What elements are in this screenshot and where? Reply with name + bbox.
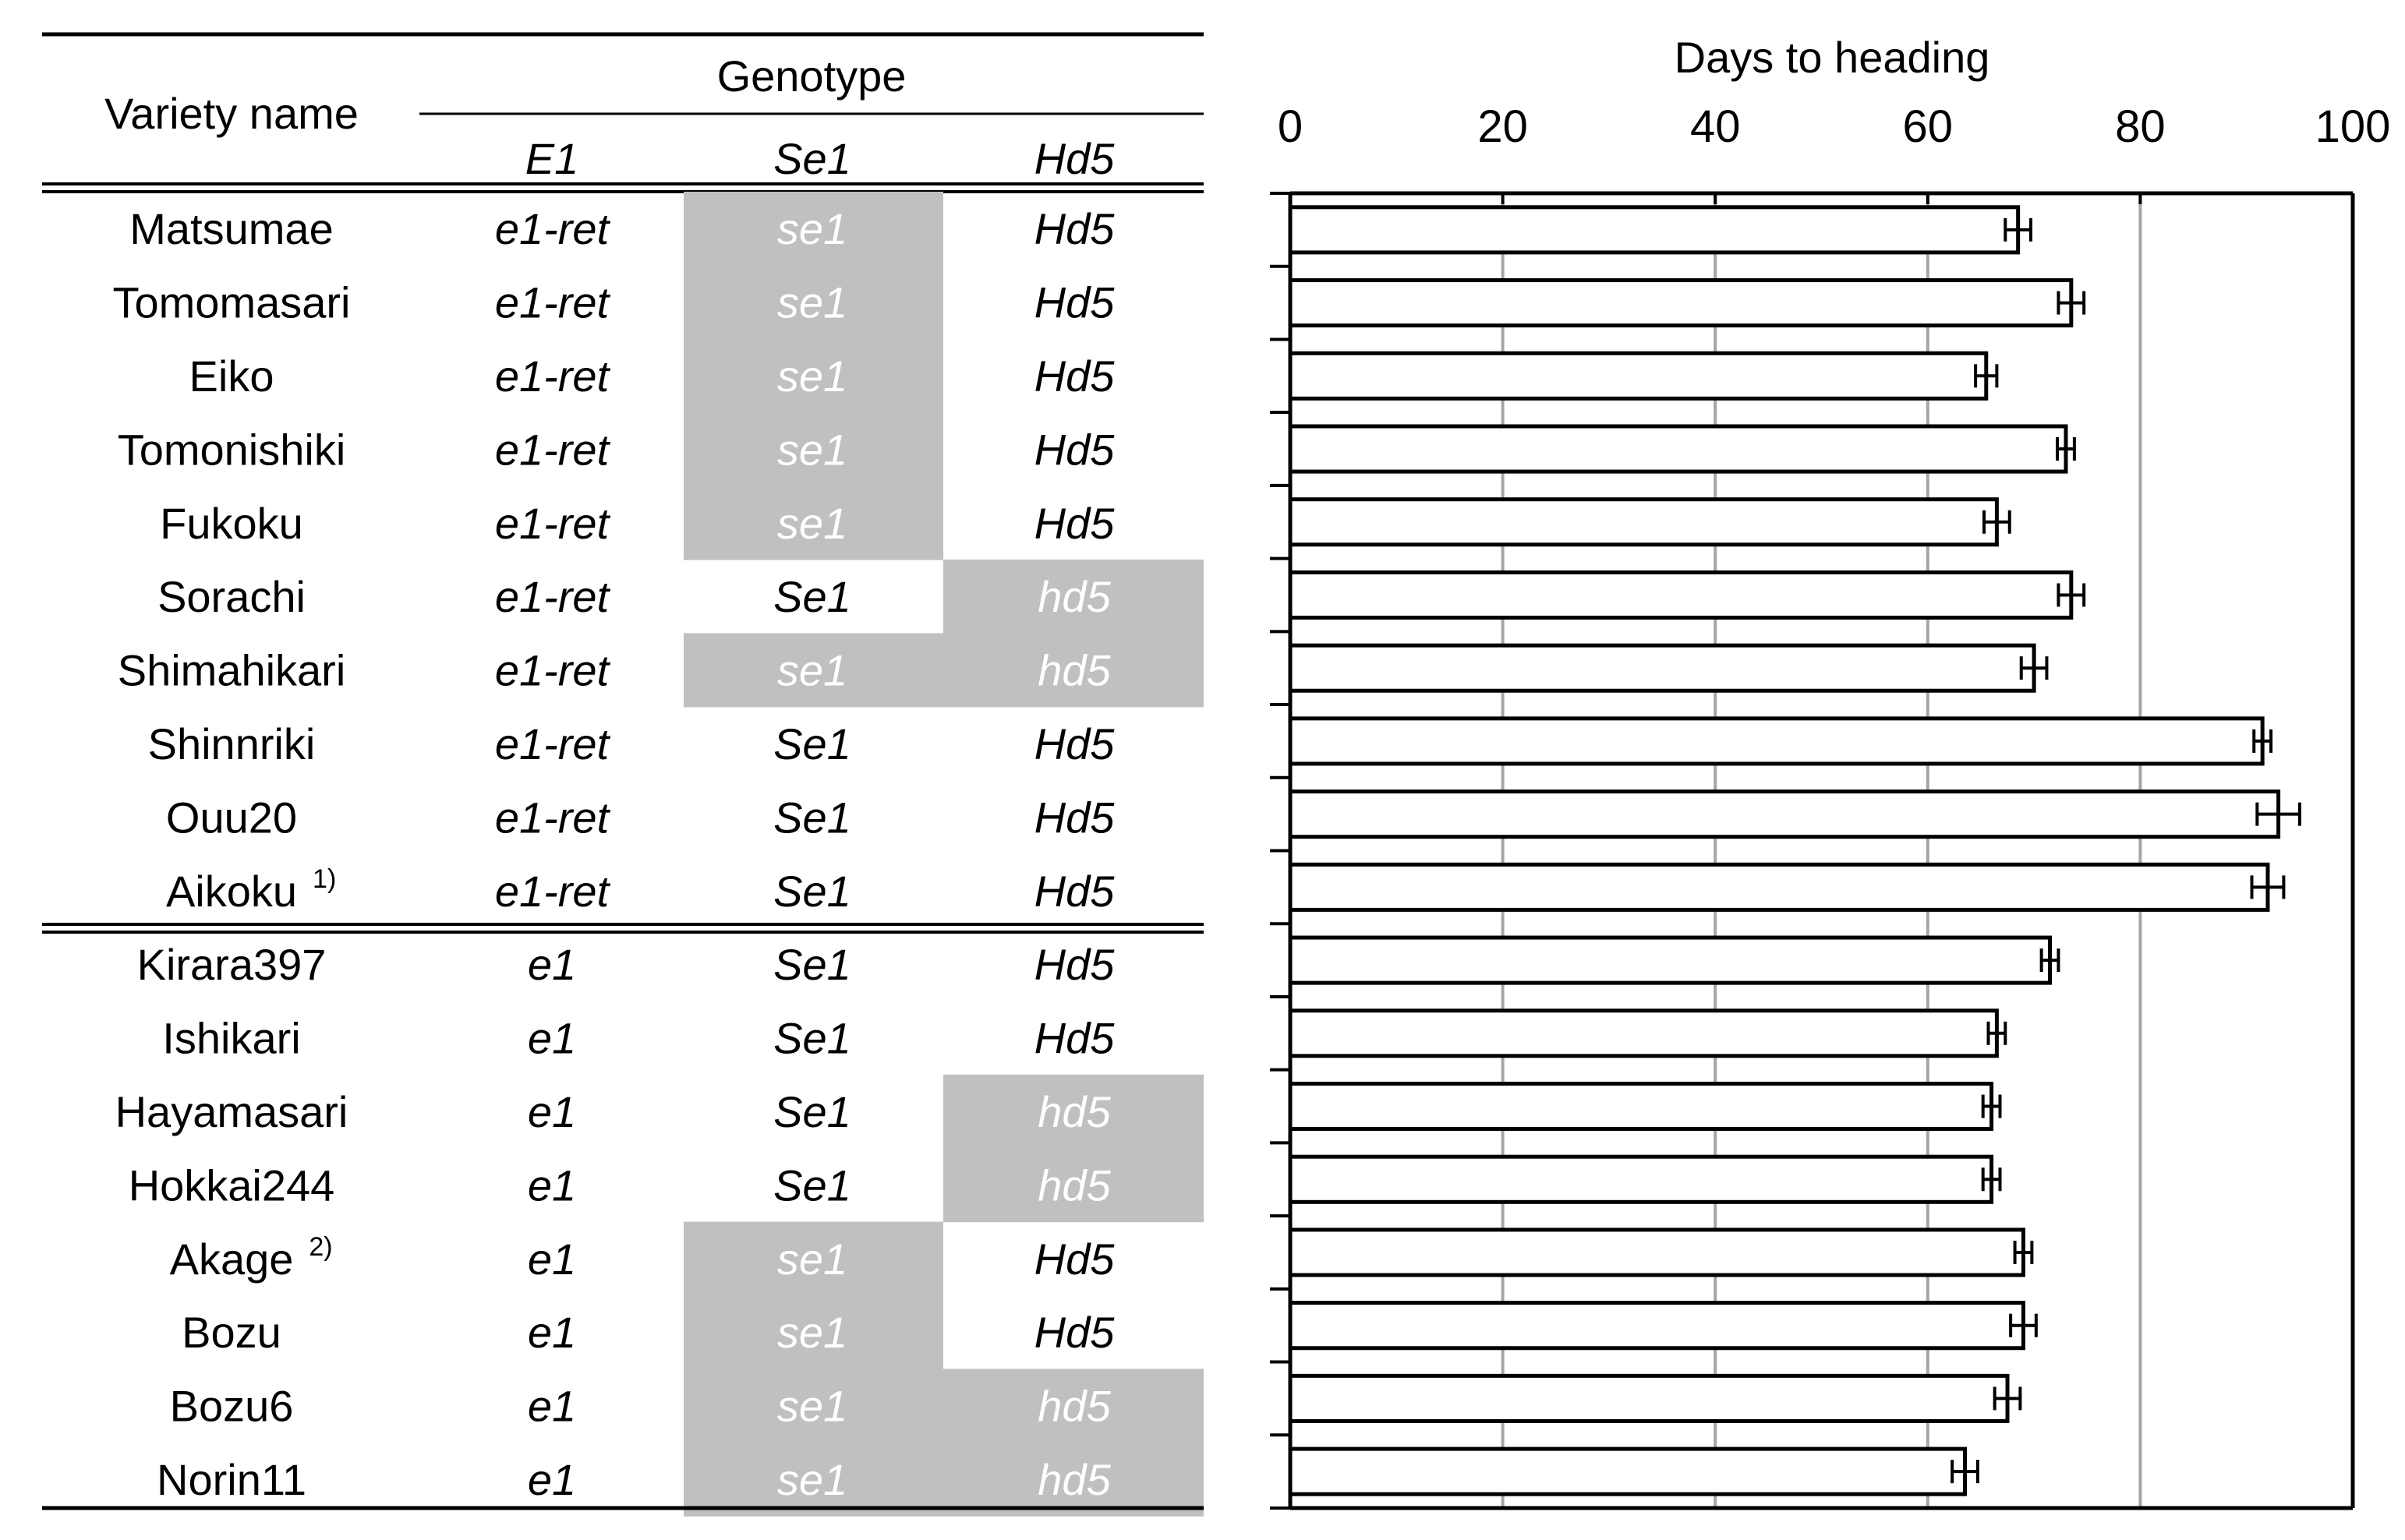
table-row (170, 1222, 1116, 1296)
bar (1290, 1376, 2007, 1421)
bar (1290, 281, 2071, 326)
e1-genotype-cell: e1 (527, 1087, 577, 1136)
bar (1290, 938, 2050, 983)
hd5-genotype-cell: hd5 (1038, 1160, 1111, 1210)
bar (1290, 792, 2279, 837)
variety-name-cell: Bozu (182, 1308, 281, 1358)
e1-genotype-cell: e1-ret (494, 645, 610, 695)
se1-genotype-cell: Se1 (773, 866, 851, 916)
variety-name-cell: Norin11 (157, 1455, 306, 1504)
e1-genotype-cell: e1 (527, 940, 577, 990)
variety-name-cell: Shinnriki (147, 719, 316, 768)
table-row (137, 940, 1116, 989)
table-row (157, 560, 1204, 634)
se1-genotype-cell: Se1 (773, 940, 851, 990)
table-body (113, 192, 1204, 1517)
se1-genotype-cell: se1 (776, 351, 848, 401)
table-row (115, 1075, 1204, 1149)
variety-name-cell: Hokkai244 (128, 1160, 335, 1210)
col-header-hd5: Hd5 (1034, 134, 1115, 183)
e1-genotype-cell: e1-ret (494, 866, 610, 916)
se1-genotype-cell: Se1 (773, 1160, 851, 1210)
se1-genotype-cell: se1 (776, 1381, 848, 1431)
hd5-genotype-cell: hd5 (1038, 645, 1111, 695)
se1-genotype-cell: se1 (776, 1234, 848, 1284)
hd5-genotype-cell: hd5 (1038, 1455, 1111, 1504)
e1-genotype-cell: e1 (527, 1234, 577, 1284)
table-row (129, 1148, 1204, 1222)
variety-name-cell: Sorachi (157, 572, 306, 622)
bar-chart (1270, 33, 2390, 1508)
se1-genotype-cell: Se1 (773, 1087, 851, 1136)
variety-name-cell: Fukoku (160, 498, 303, 548)
hd5-genotype-cell: Hd5 (1034, 425, 1115, 475)
e1-genotype-cell: e1-ret (494, 204, 610, 254)
table-row (157, 1443, 1204, 1517)
hd5-genotype-cell: Hd5 (1034, 1234, 1115, 1284)
table-row (162, 1014, 1115, 1063)
e1-genotype-cell: e1 (527, 1308, 577, 1358)
variety-name-cell: Akage (169, 1234, 294, 1284)
se1-genotype-cell: se1 (776, 425, 848, 475)
bar (1290, 645, 2034, 691)
se1-genotype-cell: Se1 (773, 572, 851, 622)
hd5-genotype-cell: Hd5 (1034, 204, 1115, 254)
e1-genotype-cell: e1 (527, 1381, 577, 1431)
footnote-marker: 1) (313, 864, 337, 894)
x-tick-label: 100 (2315, 101, 2391, 152)
table-row (166, 864, 1115, 916)
table-row (160, 486, 1115, 560)
col-header-se1: Se1 (773, 134, 851, 183)
se1-genotype-cell: se1 (776, 204, 848, 254)
variety-name-cell: Hayamasari (115, 1087, 348, 1136)
bar (1290, 426, 2066, 472)
bar (1290, 500, 1997, 545)
variety-name-cell: Bozu6 (169, 1381, 294, 1431)
bar (1290, 1011, 1997, 1056)
se1-genotype-cell: Se1 (773, 793, 851, 842)
variety-name-cell: Eiko (189, 351, 274, 401)
hd5-genotype-cell: hd5 (1038, 572, 1111, 622)
se1-genotype-cell: se1 (776, 645, 848, 695)
hd5-genotype-cell: Hd5 (1034, 940, 1115, 990)
x-tick-label: 0 (1277, 101, 1303, 152)
table-row (148, 719, 1116, 768)
x-tick-label: 40 (1689, 101, 1741, 152)
table-row (170, 1369, 1204, 1443)
footnote-marker: 2) (309, 1231, 333, 1262)
e1-genotype-cell: e1-ret (494, 793, 610, 842)
bar (1290, 1303, 2023, 1348)
hd5-genotype-cell: hd5 (1038, 1381, 1111, 1431)
se1-genotype-cell: se1 (776, 277, 848, 327)
hd5-genotype-cell: Hd5 (1034, 866, 1115, 916)
chart-title: Days to heading (1674, 33, 1990, 82)
hd5-genotype-cell: Hd5 (1034, 277, 1115, 327)
variety-name-cell: Tomomasari (112, 277, 351, 327)
bar (1290, 572, 2071, 617)
e1-genotype-cell: e1 (527, 1013, 577, 1063)
e1-genotype-cell: e1-ret (494, 498, 610, 548)
x-tick-label: 60 (1902, 101, 1954, 152)
hd5-genotype-cell: Hd5 (1034, 1308, 1115, 1358)
table-row (129, 192, 1115, 266)
x-tick-label: 20 (1477, 101, 1528, 152)
se1-genotype-cell: Se1 (773, 719, 851, 768)
hd5-genotype-cell: Hd5 (1034, 719, 1115, 768)
se1-genotype-cell: se1 (776, 1455, 848, 1504)
bar (1290, 353, 1986, 398)
e1-genotype-cell: e1-ret (494, 572, 610, 622)
chart-bars (1290, 207, 2300, 1494)
bar (1290, 864, 2268, 910)
variety-name-cell: Tomonishiki (117, 425, 346, 475)
hd5-genotype-cell: Hd5 (1034, 1013, 1115, 1063)
variety-name-cell: Matsumae (129, 204, 334, 254)
bar (1290, 719, 2262, 764)
bar (1290, 1083, 1992, 1129)
variety-name-cell: Shimahikari (117, 645, 346, 695)
e1-genotype-cell: e1-ret (494, 425, 610, 475)
e1-genotype-cell: e1-ret (494, 277, 610, 327)
chart-x-axis (1278, 101, 2391, 204)
bar (1290, 1157, 1992, 1202)
hd5-genotype-cell: Hd5 (1034, 793, 1115, 842)
bar (1290, 1449, 1965, 1494)
table-row (118, 633, 1204, 707)
e1-genotype-cell: e1 (527, 1160, 577, 1210)
e1-genotype-cell: e1-ret (494, 351, 610, 401)
table (42, 34, 1204, 1517)
table-row (118, 412, 1116, 486)
bar (1290, 207, 2018, 253)
x-tick-label: 80 (2115, 101, 2166, 152)
se1-genotype-cell: se1 (776, 498, 848, 548)
e1-genotype-cell: e1 (527, 1455, 577, 1504)
variety-name-cell: Ouu20 (165, 793, 298, 842)
table-row (166, 793, 1115, 842)
variety-name-cell: Kirara397 (136, 940, 327, 990)
se1-genotype-cell: Se1 (773, 1013, 851, 1063)
e1-genotype-cell: e1-ret (494, 719, 610, 768)
table-row (189, 339, 1116, 413)
variety-name-header: Variety name (104, 89, 359, 138)
table-row (182, 1295, 1115, 1369)
variety-name-cell: Ishikari (162, 1013, 301, 1063)
hd5-genotype-cell: Hd5 (1034, 498, 1115, 548)
table-row (113, 265, 1116, 339)
variety-name-cell: Aikoku (165, 866, 298, 916)
genotype-header: Genotype (716, 51, 907, 101)
bar (1290, 1230, 2023, 1275)
col-header-e1: E1 (525, 134, 579, 183)
hd5-genotype-cell: hd5 (1038, 1087, 1111, 1136)
se1-genotype-cell: se1 (776, 1308, 848, 1358)
hd5-genotype-cell: Hd5 (1034, 351, 1115, 401)
